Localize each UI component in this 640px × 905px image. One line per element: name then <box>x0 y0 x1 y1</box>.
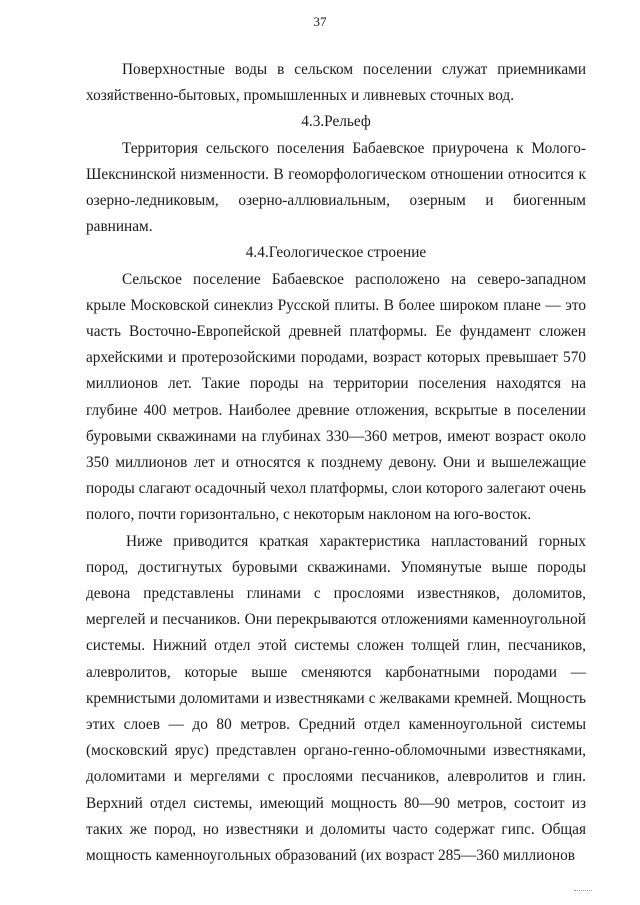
document-body <box>86 57 586 869</box>
paragraph-geology-2: Ниже приводится краткая характеристика напластований горных пород, достигнутых буровыми скважинами. Упомянутые выше породы девона представлены глинами с прослоями известняков, доломитов, мергелей и песчаников. Они перекрываются отложениями каменноугольной системы. Нижний отдел этой системы сложен толщей глин, песчаников, алевролитов, которые выше сменяются карбонатными породами — кремнистыми доломитами и известняками с желваками кремней. Мощность этих слоев — до 80 метров. Средний отдел каменноугольной системы (московский ярус) представлен органо-генно-обломочными известняками, доломитами и мергелями с прослоями песчаников, алевролитов и глин. Верхний отдел системы, имеющий мощность 80—90 метров, состоит из таких же пород, но известняки и доломиты часто содержат гипс. Общая мощность каменноугольных образований (их возраст 285—360 миллионов <box>86 532 586 865</box>
paragraph-surface-waters: Поверхностные воды в сельском поселении служат приемниками хозяйственно-бытовых, промышленных и ливневых сточных вод. <box>86 61 586 105</box>
paragraph-geology-1: Сельское поселение Бабаевское расположено на северо-западном крыле Московской синеклиз Русской плиты. В более широком плане — это часть Восточно-Европейской древней платформы. Ее фундамент сложен архейскими и протерозойскими породами, возраст которых превышает 570 миллионов лет. Такие породы на территории поселения находятся на глубине 400 метров. Наиболее древние отложения, вскрытые в поселении буровыми скважинами на глубинах 330—360 метров, имеют возраст около 350 миллионов лет и относятся к позднему девону. Они и вышележащие породы слагают осадочный чехол платформы, слои которого залегают очень полого, почти горизонтально, с некоторым наклоном на юго-восток. <box>86 270 586 524</box>
page-number: 37 <box>313 14 327 29</box>
scan-artifact <box>574 890 592 893</box>
paragraph-relief: Территория сельского поселения Бабаевское приурочена к Молого-Шекснинской низменности. В геоморфологическом отношении относится к озерно-ледниковым, озерно-аллювиальным, озерным и биогенным равнинам. <box>86 139 586 236</box>
section-heading-relief: 4.3.Рельеф <box>301 113 371 131</box>
section-heading-geology: 4.4.Геологическое строение <box>245 244 427 262</box>
